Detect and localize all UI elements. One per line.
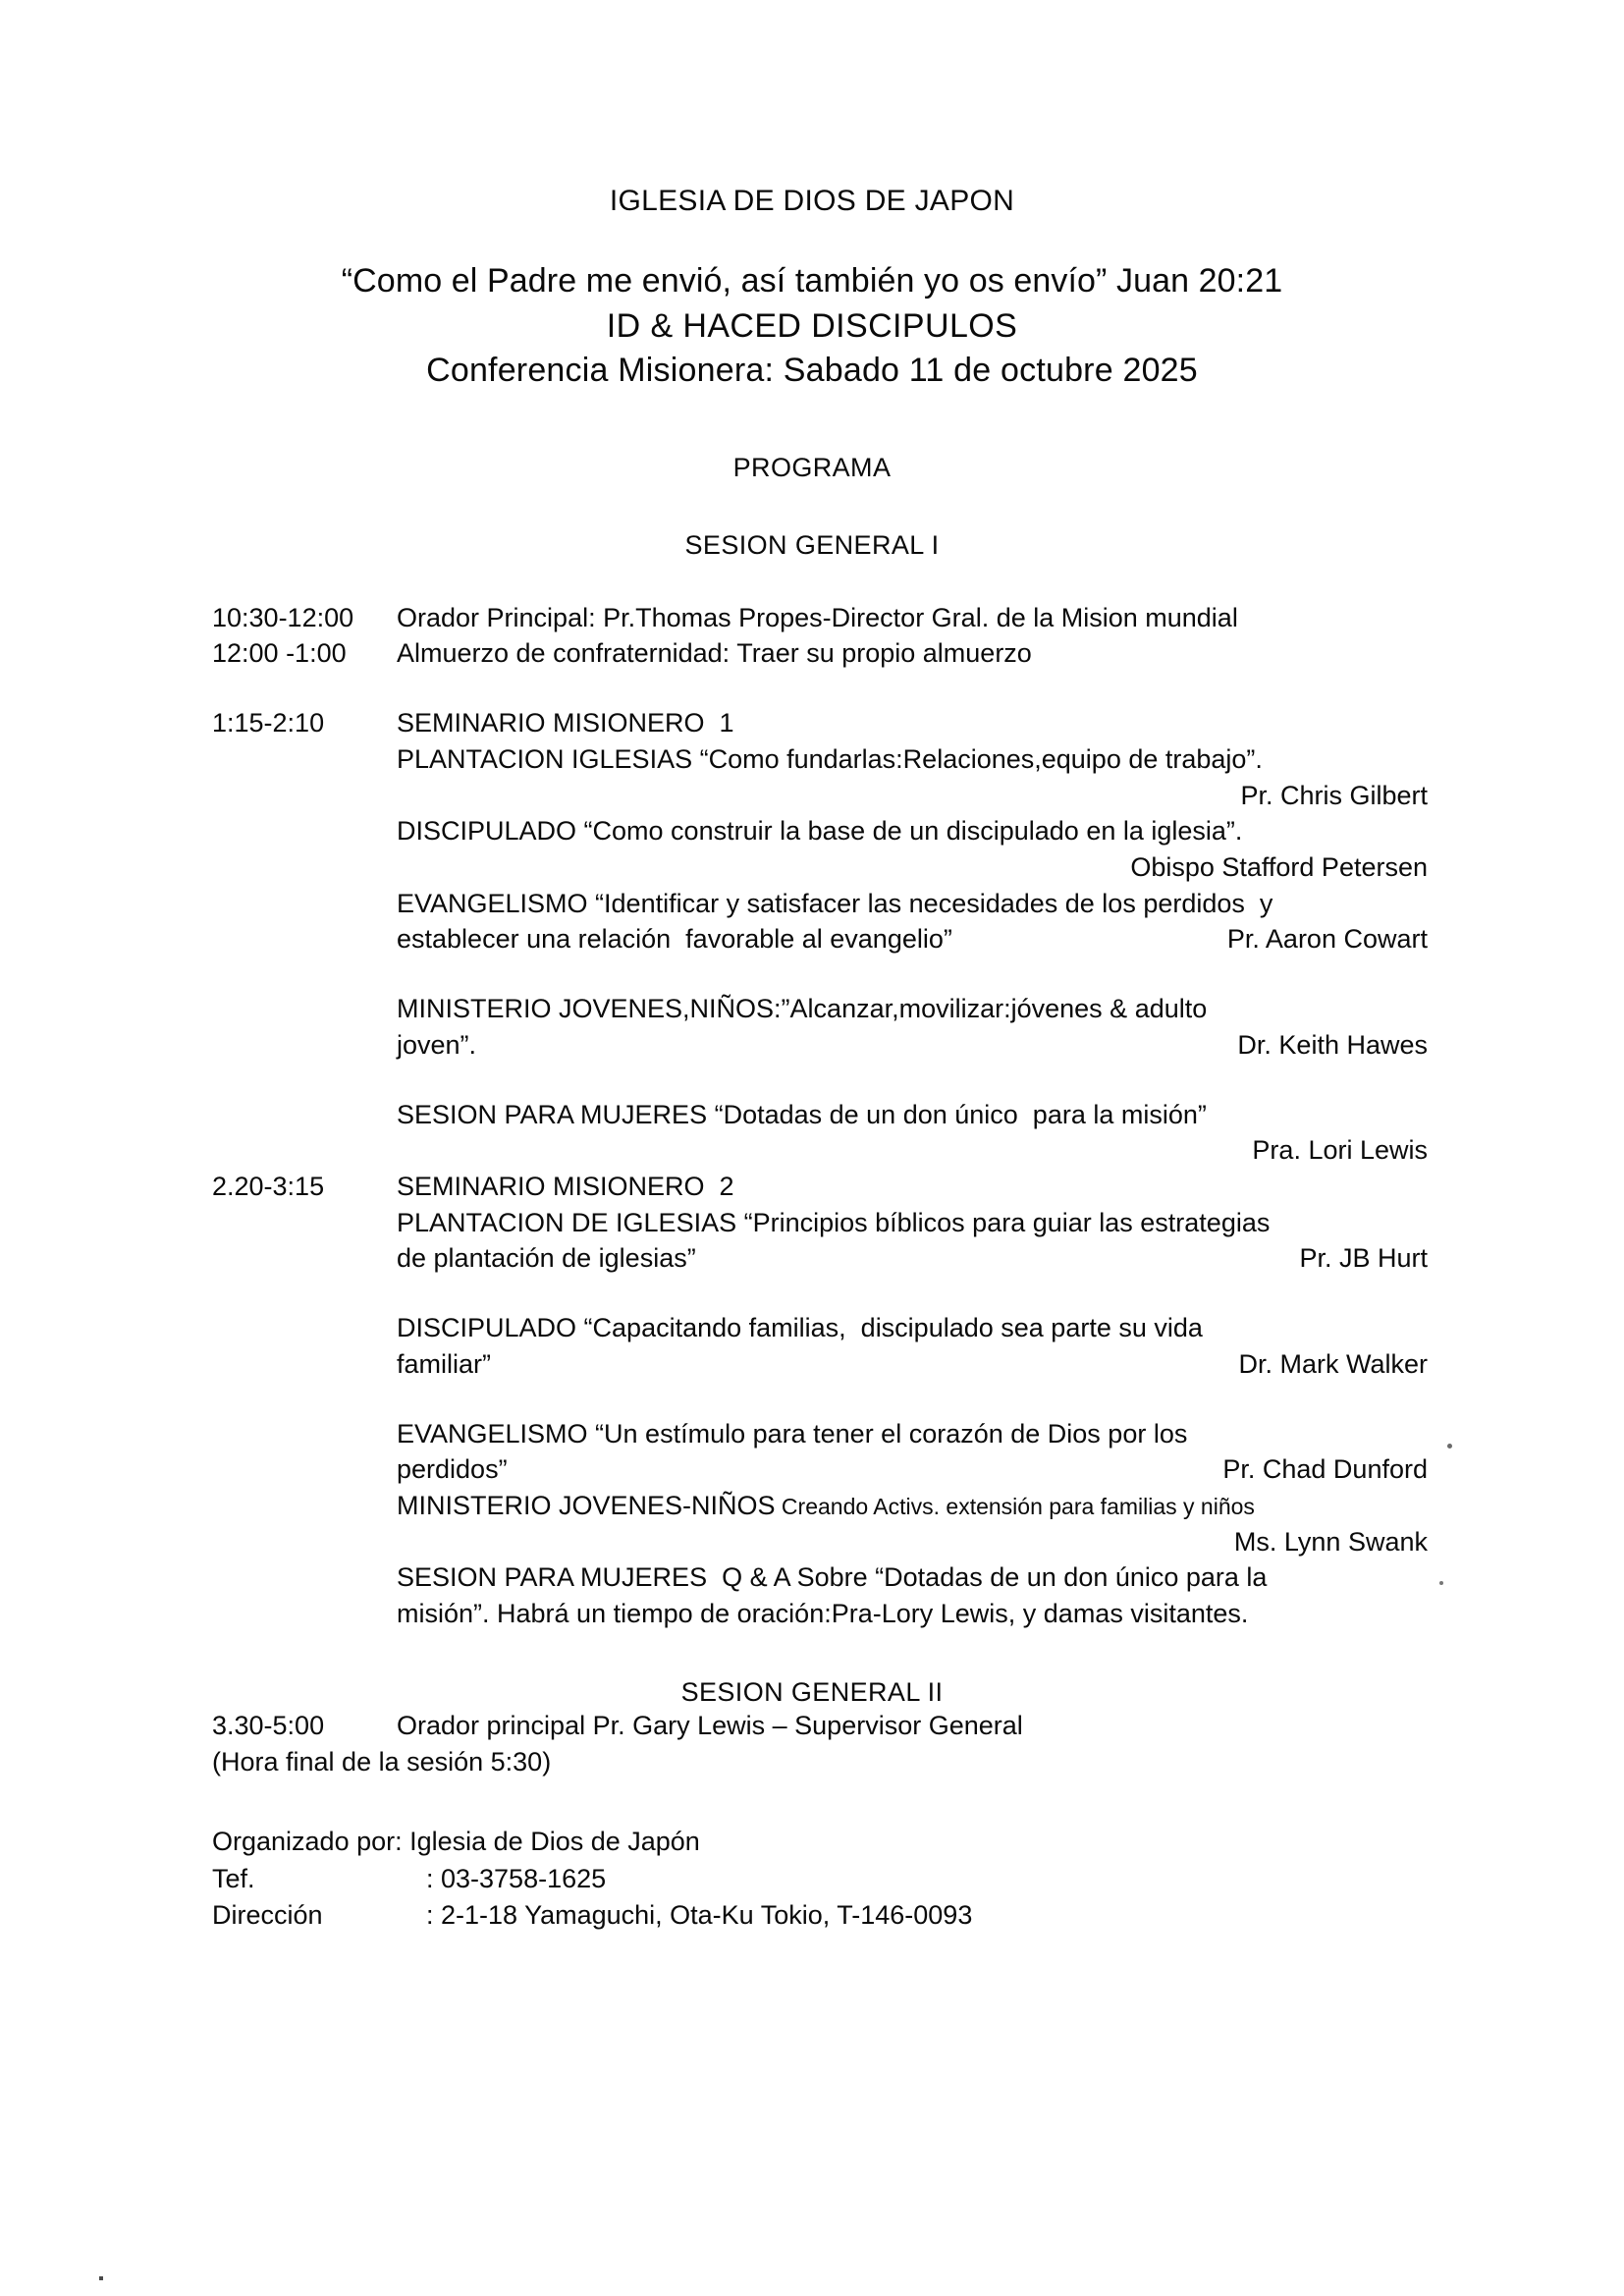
- session2-text: Orador principal Pr. Gary Lewis – Supervisor General: [397, 1710, 1023, 1740]
- seminar-1-body-row: [212, 741, 1428, 1169]
- address-value: : 2-1-18 Yamaguchi, Ota-Ku Tokio, T-146-0093: [426, 1899, 973, 1930]
- session-title: SESION PARA MUJERES “Dotadas de un don único para la misión”: [397, 1099, 1207, 1129]
- session-title: SESION PARA MUJERES Q & A Sobre “Dotadas de un don único para la: [397, 1562, 1268, 1593]
- spacer: [212, 672, 1428, 705]
- conference-date-line: Conferencia Misionera: Sabado 11 de octubre 2025: [426, 352, 1198, 390]
- session-title-cont: de plantación de iglesias”: [397, 1243, 696, 1274]
- session-title-cont: perdidos”: [397, 1454, 508, 1485]
- organizer-line: Organizado por: Iglesia de Dios de Japón: [212, 1827, 700, 1857]
- session-title: DISCIPULADO “Capacitando familias, discipulado sea parte su vida: [397, 1313, 1203, 1343]
- programa-heading: PROGRAMA: [732, 452, 892, 482]
- session-title: PLANTACION IGLESIAS “Como fundarlas:Relaciones,equipo de trabajo”.: [397, 743, 1263, 774]
- session-title-main: MINISTERIO JOVENES-NIÑOS: [397, 1491, 776, 1521]
- session-speaker: Dr. Mark Walker: [1238, 1348, 1428, 1379]
- session-title-cont: joven”.: [397, 1029, 477, 1060]
- seminar-1-time: 1:15-2:10: [212, 708, 325, 738]
- session-speaker: Pra. Lori Lewis: [1252, 1135, 1428, 1166]
- session-speaker: Pr. JB Hurt: [1299, 1243, 1428, 1274]
- spacer: [397, 957, 1428, 991]
- address-label: Dirección: [212, 1899, 323, 1930]
- seminar-2-time: 2.20-3:15: [212, 1171, 325, 1201]
- session2-row: [212, 1708, 1624, 1744]
- seminar-1-items: [397, 741, 1428, 1169]
- seminar-2-body-row: [212, 1205, 1428, 1632]
- row-time: 12:00 -1:00: [212, 638, 347, 669]
- footer-block: [0, 1824, 1624, 1934]
- session-title-speaker-line: [397, 1451, 1428, 1488]
- session-title-mixed: [397, 1488, 1428, 1524]
- row-text: Orador Principal: Pr.Thomas Propes-Director Gral. de la Mision mundial: [397, 602, 1238, 632]
- session-title-cont: establecer una relación favorable al evangelio”: [397, 924, 952, 955]
- schedule: [0, 600, 1624, 1632]
- session-title: MINISTERIO JOVENES,NIÑOS:”Alcanzar,movilizar:jóvenes & adulto: [397, 994, 1208, 1024]
- row-time: 10:30-12:00: [212, 602, 354, 632]
- organization-title: IGLESIA DE DIOS DE JAPON: [609, 185, 1015, 217]
- seminar-1-heading: SEMINARIO MISIONERO 1: [397, 708, 734, 738]
- session-title-speaker-line: [397, 1346, 1428, 1383]
- title-block: [0, 259, 1624, 394]
- session-speaker: Pr. Aaron Cowart: [1226, 924, 1428, 955]
- session-title-speaker-line: [397, 1240, 1428, 1277]
- sesion-general-2-heading: SESION GENERAL II: [680, 1676, 944, 1707]
- sesion-general-1-heading: SESION GENERAL I: [684, 529, 940, 560]
- session-speaker: Dr. Keith Hawes: [1237, 1029, 1428, 1060]
- conference-theme: ID & HACED DISCIPULOS: [606, 306, 1018, 345]
- schedule-row: [212, 600, 1428, 636]
- seminar-1-header-row: [212, 705, 1428, 741]
- telephone-value: : 03-3758-1625: [426, 1863, 607, 1893]
- session-title-speaker-line: [397, 1027, 1428, 1064]
- session-title-detail: Creando Activs. extensión para familias y niños: [775, 1494, 1255, 1520]
- scan-artifact: [99, 2276, 103, 2280]
- spacer: [397, 1064, 1428, 1097]
- session2-note: (Hora final de la sesión 5:30): [212, 1747, 552, 1777]
- session-speaker: Pr. Chad Dunford: [1222, 1454, 1428, 1485]
- session-title: PLANTACION DE IGLESIAS “Principios bíblicos para guiar las estrategias: [397, 1207, 1271, 1237]
- session-title: DISCIPULADO “Como construir la base de un discipulado en la iglesia”.: [397, 816, 1243, 847]
- session-speaker: Obispo Stafford Petersen: [1130, 851, 1428, 882]
- session2-block: [0, 1708, 1624, 1781]
- session-speaker: Pr. Chris Gilbert: [1240, 780, 1428, 810]
- session-title-cont: misión”. Habrá un tiempo de oración:Pra-Lory Lewis, y damas visitantes.: [397, 1599, 1249, 1629]
- address-row: [212, 1897, 1624, 1934]
- spacer: [397, 1383, 1428, 1416]
- session-title-cont: familiar”: [397, 1348, 492, 1379]
- row-text: Almuerzo de confraternidad: Traer su propio almuerzo: [397, 638, 1032, 669]
- session-title: EVANGELISMO “Identificar y satisfacer las necesidades de los perdidos y: [397, 888, 1273, 918]
- session-title-speaker-line: [397, 921, 1428, 957]
- spacer: [397, 1277, 1428, 1310]
- seminar-2-items: [397, 1205, 1428, 1632]
- spacer: [0, 1780, 1624, 1824]
- seminar-2-heading: SEMINARIO MISIONERO 2: [397, 1171, 734, 1201]
- session-speaker: Ms. Lynn Swank: [1233, 1526, 1428, 1557]
- scan-artifact: [1447, 1444, 1452, 1449]
- seminar-2-header-row: [212, 1169, 1428, 1205]
- telephone-row: [212, 1861, 1624, 1897]
- telephone-label: Tef.: [212, 1863, 255, 1893]
- scan-artifact: [1439, 1581, 1443, 1585]
- schedule-row: [212, 635, 1428, 672]
- scripture-verse: “Como el Padre me envió, así también yo os envío” Juan 20:21: [341, 262, 1283, 300]
- session2-time: 3.30-5:00: [212, 1710, 325, 1740]
- session-title: EVANGELISMO “Un estímulo para tener el corazón de Dios por los: [397, 1418, 1188, 1449]
